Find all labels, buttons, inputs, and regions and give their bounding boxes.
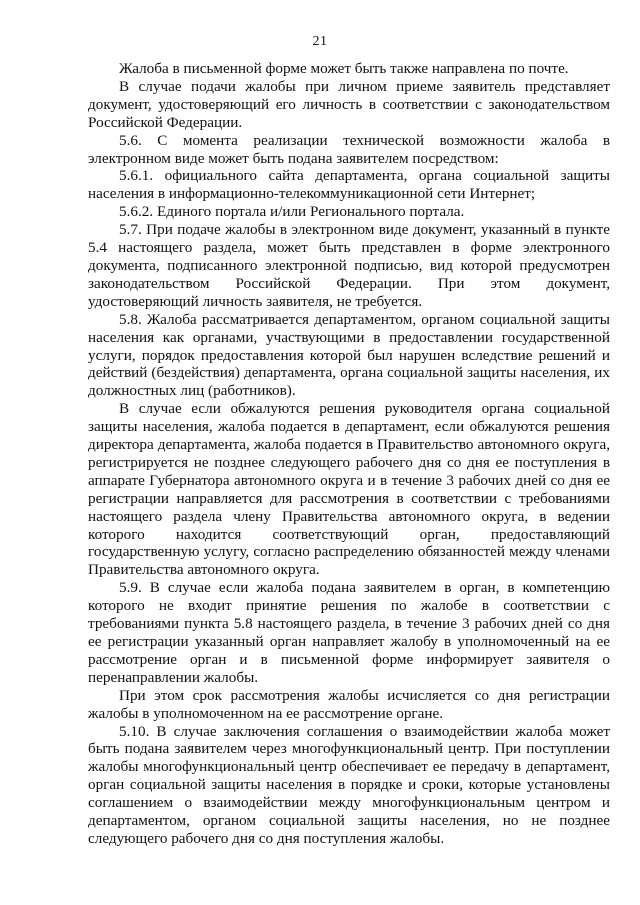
paragraph-5-6-1: 5.6.1. официального сайта департамента, органа социальной защиты населения в информационно-телекоммуникационной сети Интернет; xyxy=(88,167,610,203)
paragraph-personal-reception: В случае подачи жалобы при личном приеме заявитель представляет документ, удостоверяющий его личность в соответствии с законодательством Российской Федерации. xyxy=(88,77,610,131)
document-body xyxy=(88,60,610,848)
page-number: 21 xyxy=(312,34,328,49)
paragraph-5-10: 5.10. В случае заключения соглашения о взаимодействии жалоба может быть подана заявителем через многофункциональный центр. При поступлении жалобы многофункциональный центр обеспечивает ее передачу в департамент, орган социальной защиты населения в порядке и сроки, которые установлены соглашением о взаимодействии между многофункциональным центром и департаментом, органом социальной защиты населения, но не позднее следующего рабочего дня со дня поступления жалобы. xyxy=(88,722,610,847)
paragraph-5-8: 5.8. Жалоба рассматривается департаментом, органом социальной защиты населения как органами, участвующими в предоставлении государственной услуги, порядок предоставления которой был нарушен вследствие решений и действий (бездействия) департамента, органа социальной защиты населения, их должностных лиц (работников). xyxy=(88,310,610,400)
paragraph-5-6: 5.6. С момента реализации технической возможности жалоба в электронном виде может быть подана заявителем посредством: xyxy=(88,131,610,167)
paragraph-5-9: 5.9. В случае если жалоба подана заявителем в орган, в компетенцию которого не входит принятие решения по жалобе в соответствии с требованиями пункта 5.8 настоящего раздела, в течение 3 рабочих дней со дня ее регистрации указанный орган направляет жалобу в уполномоченный на ее рассмотрение орган и в письменной форме информирует заявителя о перенаправлении жалобы. xyxy=(88,579,610,686)
paragraph-review-period: При этом срок рассмотрения жалобы исчисляется со дня регистрации жалобы в уполномоченном на ее рассмотрение органе. xyxy=(88,686,610,722)
paragraph-5-6-2: 5.6.2. Единого портала и/или Регионального портала. xyxy=(119,203,465,221)
paragraph-5-7: 5.7. При подаче жалобы в электронном виде документ, указанный в пункте 5.4 настоящего раздела, может быть представлен в форме электронного документа, подписанного электронной подписью, вид которой предусмотрен законодательством Российской Федерации. При этом документ, удостоверяющий личность заявителя, не требуется. xyxy=(88,221,610,310)
paragraph-head-decisions: В случае если обжалуются решения руководителя органа социальной защиты населения, жалоба подается в департамент, если обжалуются решения директора департамента, жалоба подается в Правительство автономного округа, регистрируется не позднее следующего рабочего дня со дня ее поступления в аппарате Губернатора автономного округа и в течение 3 рабочих дней со дня ее регистрации направляется для рассмотрения в соответствии с требованиями настоящего раздела члену Правительства автономного округа, в ведении которого находится соответствующий орган, предоставляющий государственную услугу, согласно распределению обязанностей между членами Правительства автономного округа. xyxy=(88,400,610,579)
paragraph-postal-complaint: Жалоба в письменной форме может быть также направлена по почте. xyxy=(119,60,569,77)
